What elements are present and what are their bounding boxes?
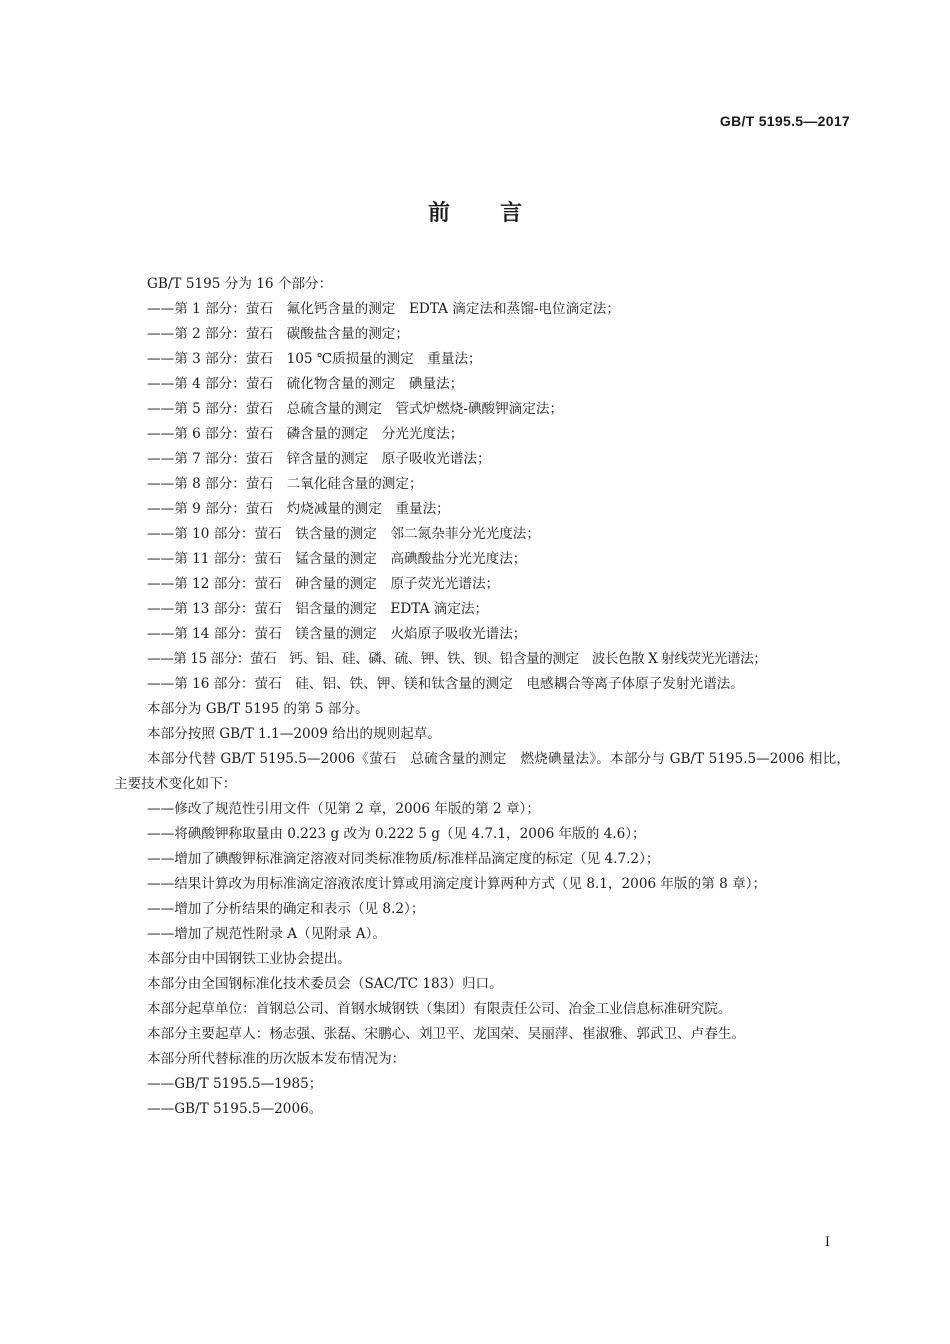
part-item: ——第 14 部分：萤石 镁含量的测定 火焰原子吸收光谱法； <box>147 626 527 642</box>
page-number: I <box>824 1235 830 1250</box>
part-item: ——第 10 部分：萤石 铁含量的测定 邻二氮杂菲分光光度法； <box>147 526 540 542</box>
history-intro: 本部分所代替标准的历次版本发布情况为： <box>147 1051 406 1067</box>
part-item: ——第 5 部分：萤石 总硫含量的测定 管式炉燃烧-碘酸钾滴定法； <box>147 401 564 417</box>
part-item: ——第 4 部分：萤石 硫化物含量的测定 碘量法； <box>147 376 464 392</box>
change-item: ——增加了碘酸钾标准滴定溶液对同类标准物质/标准样品滴定度的标定（见 4.7.2）； <box>147 851 660 867</box>
part-item: ——第 13 部分：萤石 铝含量的测定 EDTA 滴定法； <box>147 601 489 617</box>
part-item: ——第 3 部分：萤石 105 ℃质损量的测定 重量法； <box>147 351 482 367</box>
standard-code: GB/T 5195.5—2017 <box>719 113 850 129</box>
part-item: ——第 8 部分：萤石 二氧化硅含量的测定； <box>147 476 423 492</box>
part-item: ——第 7 部分：萤石 锌含量的测定 原子吸收光谱法； <box>147 451 491 467</box>
part-item: ——第 2 部分：萤石 碳酸盐含量的测定； <box>147 326 409 342</box>
drafting-rule-statement: 本部分按照 GB/T 1.1—2009 给出的规则起草。 <box>147 726 441 742</box>
proposed-by-statement: 本部分由中国钢铁工业协会提出。 <box>147 951 351 967</box>
part-item: ——第 12 部分：萤石 砷含量的测定 原子荧光光谱法； <box>147 576 500 592</box>
part-item: ——第 9 部分：萤石 灼烧减量的测定 重量法； <box>147 501 450 517</box>
foreword-body <box>114 272 850 1122</box>
change-item: ——修改了规范性引用文件（见第 2 章，2006 年版的第 2 章）； <box>147 801 540 817</box>
part-item: ——第 1 部分：萤石 氟化钙含量的测定 EDTA 滴定法和蒸馏-电位滴定法； <box>147 301 620 317</box>
change-item: ——将碘酸钾称取量由 0.223 g 改为 0.222 5 g（见 4.7.1，2006 年版的 4.6）； <box>147 826 646 842</box>
drafting-units-statement: 本部分起草单位：首钢总公司、首钢水城钢铁（集团）有限责任公司、冶金工业信息标准研究院。 <box>147 1001 732 1017</box>
intro-line: GB/T 5195 分为 16 个部分： <box>147 276 333 292</box>
drafters-statement: 本部分主要起草人：杨志强、张磊、宋鹏心、刘卫平、龙国荣、吴丽萍、崔淑雅、郭武卫、卢春生。 <box>147 1026 746 1042</box>
part-item: ——第 11 部分：萤石 锰含量的测定 高碘酸盐分光光度法； <box>147 551 527 567</box>
change-item: ——结果计算改为用标准滴定溶液浓度计算或用滴定度计算两种方式（见 8.1，2006 年版的第 8 章）； <box>147 876 767 892</box>
history-item: ——GB/T 5195.5—1985； <box>147 1076 323 1092</box>
change-item: ——增加了规范性附录 A（见附录 A）。 <box>147 926 386 942</box>
centralized-by-statement: 本部分由全国钢标准化技术委员会（SAC/TC 183）归口。 <box>147 976 503 992</box>
part-item: ——第 6 部分：萤石 磷含量的测定 分光光度法； <box>147 426 464 442</box>
history-item: ——GB/T 5195.5—2006。 <box>147 1101 323 1117</box>
change-item: ——增加了分析结果的确定和表示（见 8.2）； <box>147 901 425 917</box>
replaces-statement: 本部分代替 GB/T 5195.5—2006《萤石 总硫含量的测定 燃烧碘量法》。本部分与 GB/T 5195.5—2006 相比，主要技术变化如下： <box>114 751 850 792</box>
part-item: ——第 16 部分：萤石 硅、铝、铁、钾、镁和钛含量的测定 电感耦合等离子体原子发射光谱法。 <box>147 676 744 692</box>
this-part-statement: 本部分为 GB/T 5195 的第 5 部分。 <box>147 701 369 717</box>
page-title: 前言 <box>427 201 572 226</box>
part-item: ——第 15 部分：萤石 钙、铝、硅、磷、硫、钾、铁、钡、铅含量的测定 波长色散 X 射线荧光光谱法； <box>147 651 767 667</box>
